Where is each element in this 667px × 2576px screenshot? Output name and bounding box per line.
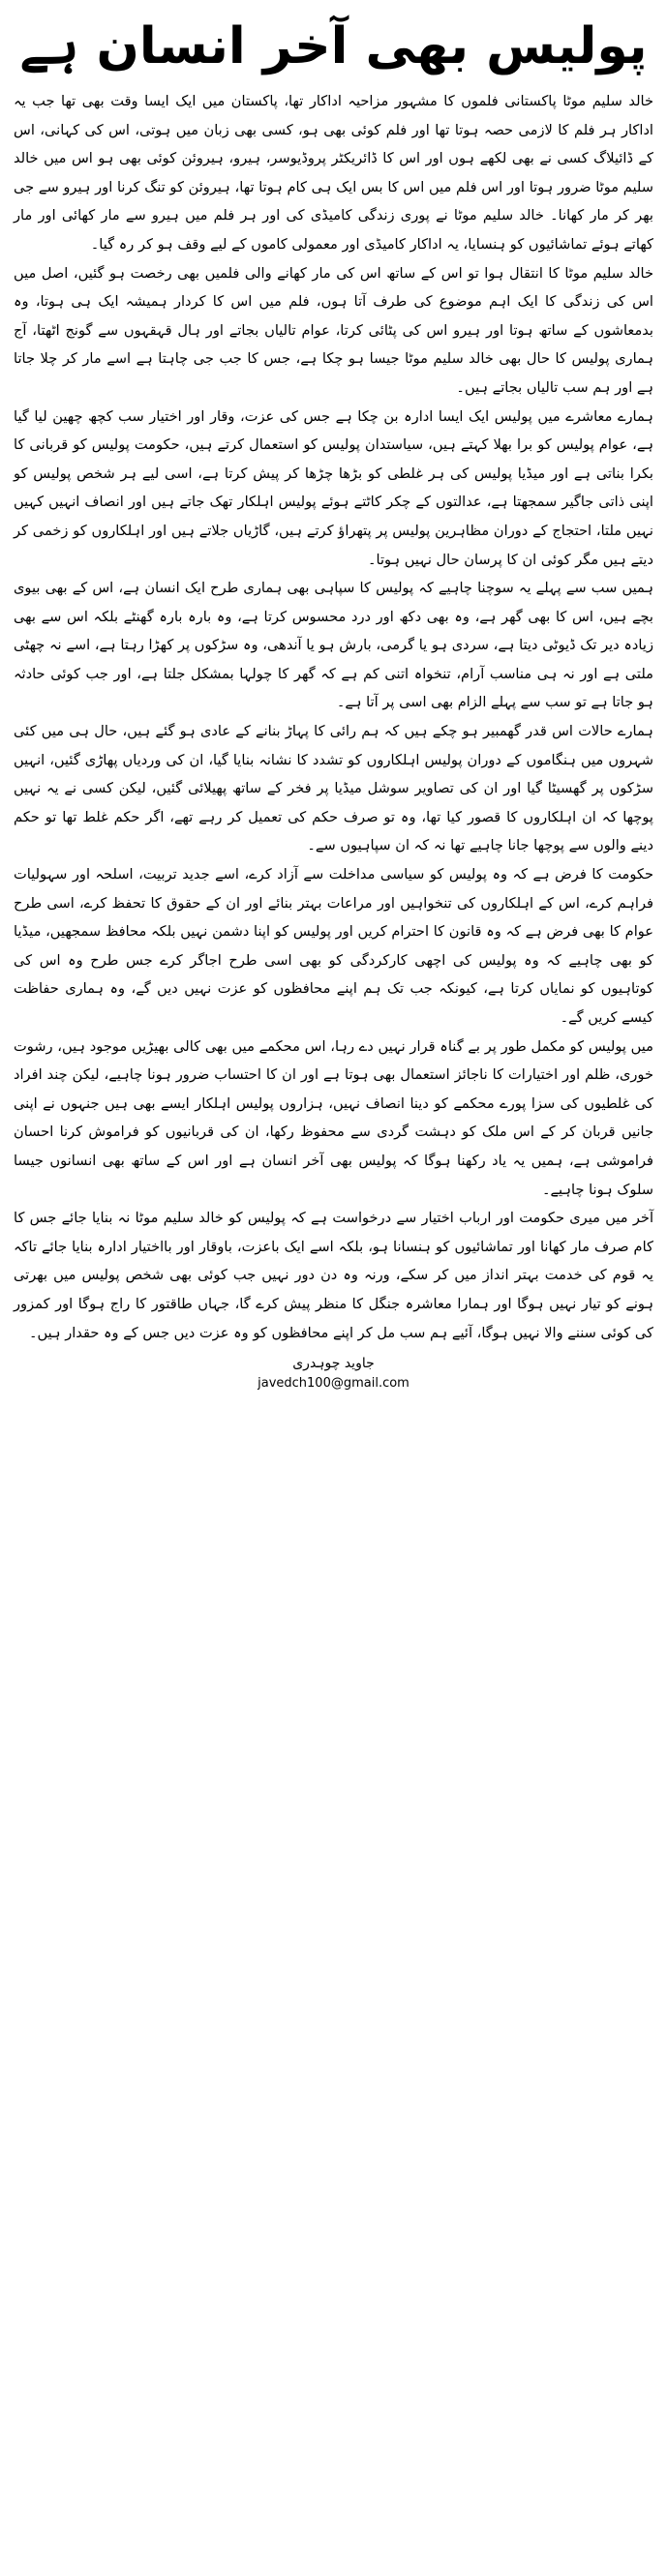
author-email: javedch100@gmail.com [258, 1376, 409, 1392]
paragraph: آخر میں میری حکومت اور ارباب اختیار سے درخواست ہے کہ پولیس کو خالد سلیم موٹا نہ بنایا جائے جس کا کام صرف مار کھانا اور تماشائیوں کو ہنسانا ہو، بلکہ اسے ایک باعزت، باوقار اور بااختیار ادارہ بنایا جائے تاکہ یہ قوم کی خدمت بہتر انداز میں کر سکے، ورنہ وہ دن دور نہیں جب کوئی بھی شخص پولیس میں بھرتی ہونے کو تیار نہیں ہوگا اور ہمارا معاشرہ جنگل کا منظر پیش کرے گا، جہاں طاقتور کا راج ہوگا اور کمزور کی کوئی سننے والا نہیں ہوگا، آئیے ہم سب مل کر اپنے محافظوں کو وہ عزت دیں جس کے وہ حقدار ہیں۔ [14, 1210, 653, 1341]
article-body [14, 87, 653, 1347]
paragraph: خالد سلیم موٹا پاکستانی فلموں کا مشہور مزاحیہ اداکار تھا، پاکستان میں ایک ایسا وقت بھی تھا جب یہ اداکار ہر فلم کا لازمی حصہ ہوتا تھا اور فلم کوئی بھی ہو، کسی بھی زبان میں ہوتی، اس کی کہانی، اس کے ڈائیلاگ کسی نے بھی لکھے ہوں اور اس کا ڈائریکٹر پروڈیوسر، ہیرو، ہیروئن کوئی بھی ہو اس میں خالد سلیم موٹا ضرور ہوتا اور اس فلم میں اس کا بس ایک ہی کام ہوتا تھا، ہیروئن کو تنگ کرنا اور ہیرو سے جی بھر کر مار کھانا۔ خالد سلیم موٹا نے پوری زندگی کامیڈی کی اور ہر فلم میں ہیرو سے مار کھائی اور مار کھاتے ہوئے تماشائیوں کو ہنسایا، یہ اداکار کامیڈی اور معمولی کاموں کے لیے وقف ہو کر رہ گیا۔ [14, 93, 653, 253]
paragraph: میں پولیس کو مکمل طور پر بے گناہ قرار نہیں دے رہا، اس محکمے میں بھی کالی بھیڑیں موجود ہیں، رشوت خوری، ظلم اور اختیارات کا ناجائز استعمال بھی ہوتا ہے اور ان کا احتساب ضرور ہونا چاہیے، لیکن چند افراد کی غلطیوں کی سزا پورے محکمے کو دینا انصاف نہیں، ہزاروں پولیس اہلکار ایسے بھی ہیں جنہوں نے اپنی جانیں قربان کر کے اس ملک کو دہشت گردی سے محفوظ رکھا، ان کی قربانیوں کو فراموش کرنا احسان فراموشی ہے، ہمیں یہ یاد رکھنا ہوگا کہ پولیس بھی آخر انسان ہے اور اس کے ساتھ بھی انسانوں جیسا سلوک ہونا چاہیے۔ [14, 1037, 653, 1198]
author-name: جاوید چوہدری [292, 1356, 375, 1372]
article-title: پولیس بھی آخر انسان ہے [19, 17, 648, 75]
title-block [14, 10, 653, 83]
paragraph: خالد سلیم موٹا کا انتقال ہوا تو اس کے ساتھ اس کی مار کھانے والی فلمیں بھی رخصت ہو گئیں، اصل میں اس کی زندگی کا ایک اہم موضوع کی طرف آتا ہوں، فلم میں اس کا کردار ہمیشہ ایک ہی ہوتا، وہ بدمعاشوں کے ساتھ ہوتا اور ہیرو اس کی پٹائی کرتا، عوام تالیاں بجاتے اور ہال قہقہوں سے گونج اٹھتا، آج ہماری پولیس کا حال بھی خالد سلیم موٹا جیسا ہو چکا ہے، جس کا جب جی چاہتا ہے اسے مار کر چلا جاتا ہے اور ہم سب تالیاں بجاتے ہیں۔ [14, 264, 653, 396]
paragraph: ہمیں سب سے پہلے یہ سوچنا چاہیے کہ پولیس کا سپاہی بھی ہماری طرح ایک انسان ہے، اس کے بھی بیوی بچے ہیں، اس کا بھی گھر ہے، وہ بھی دکھ اور درد محسوس کرتا ہے، وہ بارہ بارہ گھنٹے بلکہ اس سے بھی زیادہ دیر تک ڈیوٹی دیتا ہے، سردی ہو یا گرمی، بارش ہو یا آندھی، وہ سڑکوں پر کھڑا رہتا ہے، اسے نہ چھٹی ملتی ہے اور نہ ہی مناسب آرام، تنخواہ اتنی کم ہے کہ گھر کا چولہا بمشکل جلتا ہے، اور جب کوئی حادثہ ہو جاتا ہے تو سب سے پہلے الزام بھی اسی پر آتا ہے۔ [14, 580, 653, 711]
paragraph: حکومت کا فرض ہے کہ وہ پولیس کو سیاسی مداخلت سے آزاد کرے، اسے جدید تربیت، اسلحہ اور سہولیات فراہم کرے، اس کے اہلکاروں کی تنخواہیں اور مراعات بہتر بنائے اور ان کے حقوق کا تحفظ کرے، اسی طرح عوام کا بھی فرض ہے کہ وہ قانون کا احترام کریں اور پولیس کو اپنا دشمن نہیں بلکہ محافظ سمجھیں، میڈیا کو بھی چاہیے کہ وہ پولیس کی اچھی کارکردگی کو بھی اسی طرح اجاگر کرے جس طرح وہ اس کی کوتاہیوں کو نمایاں کرتا ہے، کیونکہ جب تک ہم اپنے محافظوں کو عزت نہیں دیں گے، وہ ہماری حفاظت کیسے کریں گے۔ [14, 866, 653, 1026]
paragraph: ہمارے حالات اس قدر گھمبیر ہو چکے ہیں کہ ہم رائی کا پہاڑ بنانے کے عادی ہو گئے ہیں، حال ہی میں کئی شہروں میں ہنگاموں کے دوران پولیس اہلکاروں کو تشدد کا نشانہ بنایا گیا، ان کی وردیاں پھاڑی گئیں، انہیں سڑکوں پر گھسیٹا گیا اور ان کی تصاویر سوشل میڈیا پر فخر کے ساتھ پھیلائی گئیں، لیکن کسی نے یہ نہیں پوچھا کہ ان اہلکاروں کا قصور کیا تھا، وہ تو صرف حکم کی تعمیل کر رہے تھے، اگر حکم غلط تھا تو حکم دینے والوں سے پوچھا جانا چاہیے تھا نہ کہ ان سپاہیوں سے۔ [14, 723, 653, 854]
paragraph: ہمارے معاشرے میں پولیس ایک ایسا ادارہ بن چکا ہے جس کی عزت، وقار اور اختیار سب کچھ چھین لیا گیا ہے، عوام پولیس کو برا بھلا کہتے ہیں، سیاستدان پولیس کو استعمال کرتے ہیں، حکومت پولیس کو قربانی کا بکرا بناتی ہے اور میڈیا پولیس کی ہر غلطی کو بڑھا چڑھا کر پیش کرتا ہے، اسی لیے ہر شخص پولیس کو اپنی ذاتی جاگیر سمجھتا ہے، عدالتوں کے چکر کاٹتے ہوئے پولیس اہلکار تھک جاتے ہیں اور انصاف انہیں کہیں نہیں ملتا، احتجاج کے دوران مظاہرین پولیس پر پتھراؤ کرتے ہیں، گاڑیاں جلاتے ہیں اور اہلکاروں کو زخمی کر دیتے ہیں مگر کوئی ان کا پرسان حال نہیں ہوتا۔ [14, 407, 653, 568]
